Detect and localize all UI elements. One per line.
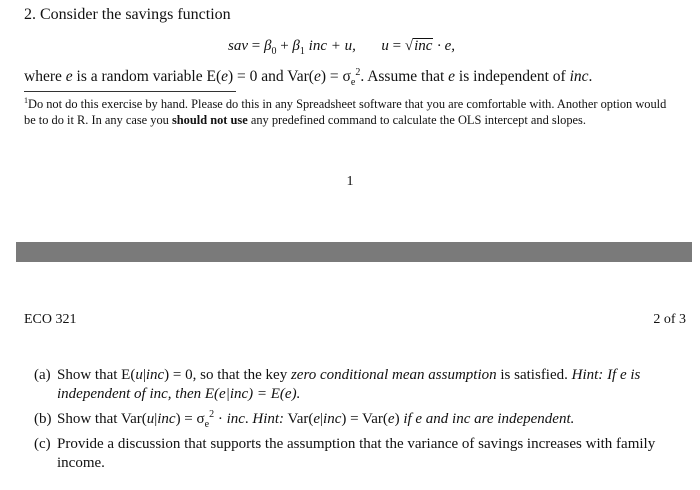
footnote: $^1$Do not do this exercise by hand. Please do this in any Spreadsheet software that you are comfortable with. Another option would be to do it R. In any case you should not use any predefined command to calculate the OLS intercept and slopes. — [24, 95, 667, 127]
part-a: (a) Show that E(u|inc) = 0, so that the key zero conditional mean assumption is satisfied. Hint: If e is independent of inc, then E(e|inc) = E(e). — [34, 367, 641, 402]
part-label: (a) — [34, 367, 51, 383]
part-label: (c) — [34, 436, 51, 452]
page-number: 1 — [346, 174, 354, 189]
page-indicator: 2 of 3 — [653, 312, 686, 327]
where-sentence: where e is a random variable E(e) = 0 and $Var(e) = \sigma_e^2$. Assume that e is independent of inc. — [24, 66, 593, 89]
footnote-marker: 1 — [24, 95, 28, 105]
footnote-rule — [24, 91, 236, 92]
savings-equation: sav = $\beta_0 + \beta_1$ inc + u, u = √inc · e, — [228, 38, 456, 57]
part-b: (b) Show that $Var(u|inc) = \sigma_e^2$ · inc. Hint: Var(e|inc) = Var(e) if e and inc are independent. — [34, 409, 575, 430]
part-c: (c) Provide a discussion that supports the assumption that the variance of savings increases with family income. — [34, 436, 656, 471]
part-label: (b) — [34, 411, 52, 427]
sqrt-sign: √ — [404, 38, 414, 54]
course-code: ECO 321 — [24, 312, 77, 327]
question-parts — [34, 366, 684, 479]
page-separator — [16, 242, 692, 262]
question-heading: 2. Consider the savings function — [24, 6, 231, 23]
